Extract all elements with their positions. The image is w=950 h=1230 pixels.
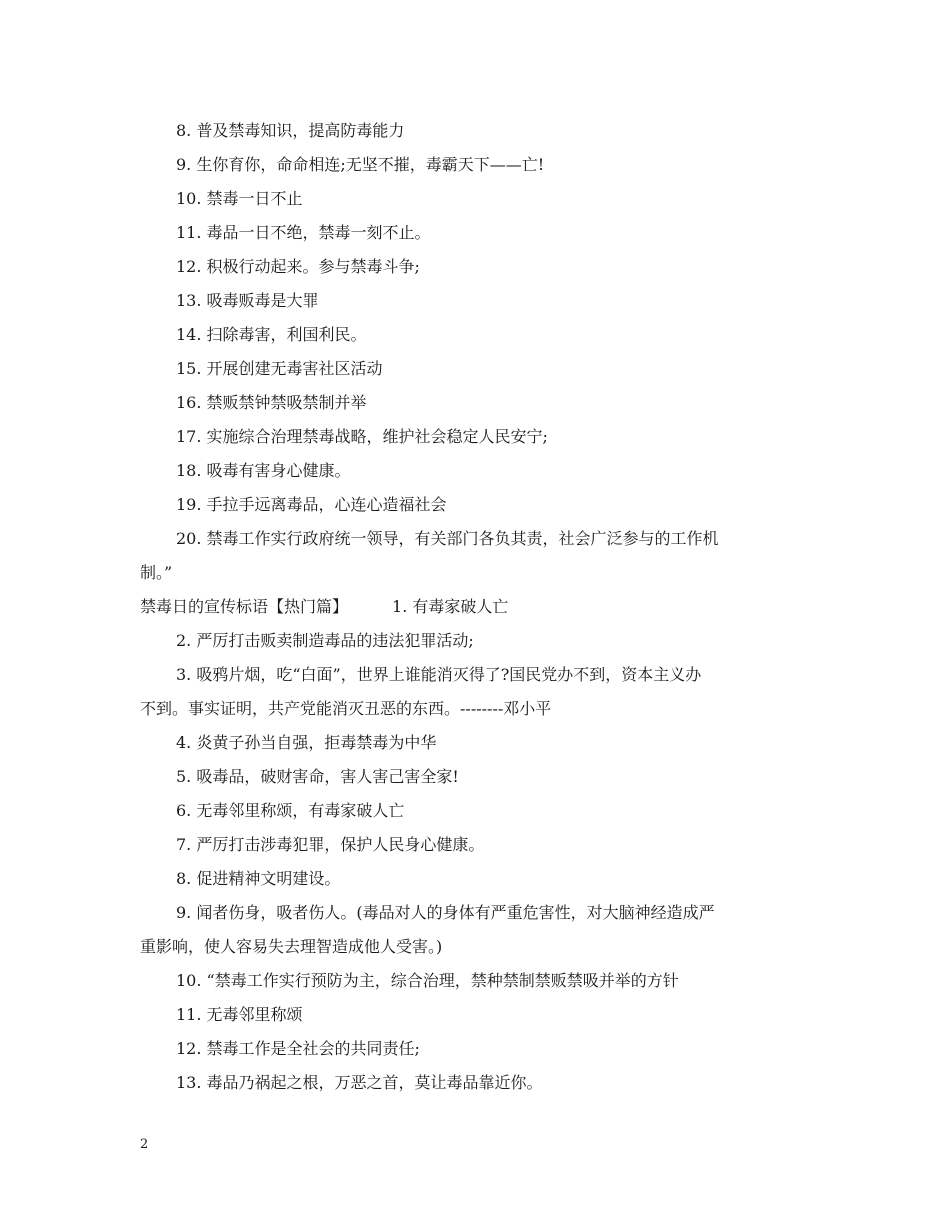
- list-item: 1. 有毒家破人亡: [392, 597, 509, 616]
- list-item: 5. 吸毒品，破财害命，害人害己害全家!: [176, 767, 459, 786]
- list-item-continuation: 重影响，使人容易失去理智造成他人受害。): [140, 937, 443, 956]
- list-item: 12. 禁毒工作是全社会的共同责任;: [176, 1039, 420, 1058]
- list-item-continuation: 不到。事实证明，共产党能消灭丑恶的东西。--------邓小平: [140, 699, 552, 718]
- list-item: 9. 生你育你，命命相连;无坚不摧，毒霸天下——亡!: [176, 155, 545, 174]
- document-body: [140, 114, 820, 1100]
- list-item: 13. 吸毒贩毒是大罪: [176, 291, 319, 310]
- list-item: 19. 手拉手远离毒品，心连心造福社会: [176, 495, 447, 514]
- list-item: 14. 扫除毒害，利国利民。: [176, 325, 367, 344]
- list-item: 2. 严厉打击贩卖制造毒品的违法犯罪活动;: [176, 631, 474, 650]
- list-item: 3. 吸鸦片烟，吃“白面”，世界上谁能消灭得了?国民党办不到，资本主义办: [176, 665, 702, 684]
- list-item: 17. 实施综合治理禁毒战略，维护社会稳定人民安宁;: [176, 427, 548, 446]
- list-item: 8. 促进精神文明建设。: [176, 869, 341, 888]
- list-item-continuation: 制。”: [140, 563, 173, 582]
- list-item: 13. 毒品乃祸起之根，万恶之首，莫让毒品靠近你。: [176, 1073, 543, 1092]
- section-heading: 禁毒日的宣传标语【热门篇】: [140, 597, 349, 616]
- list-item: 7. 严厉打击涉毒犯罪，保护人民身心健康。: [176, 835, 485, 854]
- list-item: 11. 毒品一日不绝，禁毒一刻不止。: [176, 223, 431, 242]
- list-item: 10. “禁毒工作实行预防为主，综合治理，禁种禁制禁贩禁吸并举的方针: [176, 971, 679, 990]
- list-item: 18. 吸毒有害身心健康。: [176, 461, 351, 480]
- list-item: 15. 开展创建无毒害社区活动: [176, 359, 383, 378]
- list-item: 6. 无毒邻里称颂，有毒家破人亡: [176, 801, 405, 820]
- list-item: 8. 普及禁毒知识，提高防毒能力: [176, 121, 405, 140]
- list-item: 12. 积极行动起来。参与禁毒斗争;: [176, 257, 420, 276]
- list-item: 16. 禁贩禁钟禁吸禁制并举: [176, 393, 367, 412]
- page-number: 2: [140, 1137, 149, 1152]
- list-item: 9. 闻者伤身，吸者伤人。(毒品对人的身体有严重危害性，对大脑神经造成严: [176, 903, 715, 922]
- list-item: 4. 炎黄子孙当自强，拒毒禁毒为中华: [176, 733, 437, 752]
- list-item: 20. 禁毒工作实行政府统一领导，有关部门各负其责，社会广泛参与的工作机: [176, 529, 719, 548]
- list-item: 11. 无毒邻里称颂: [176, 1005, 303, 1024]
- section-heading-line: [140, 590, 820, 624]
- list-item: 10. 禁毒一日不止: [176, 189, 303, 208]
